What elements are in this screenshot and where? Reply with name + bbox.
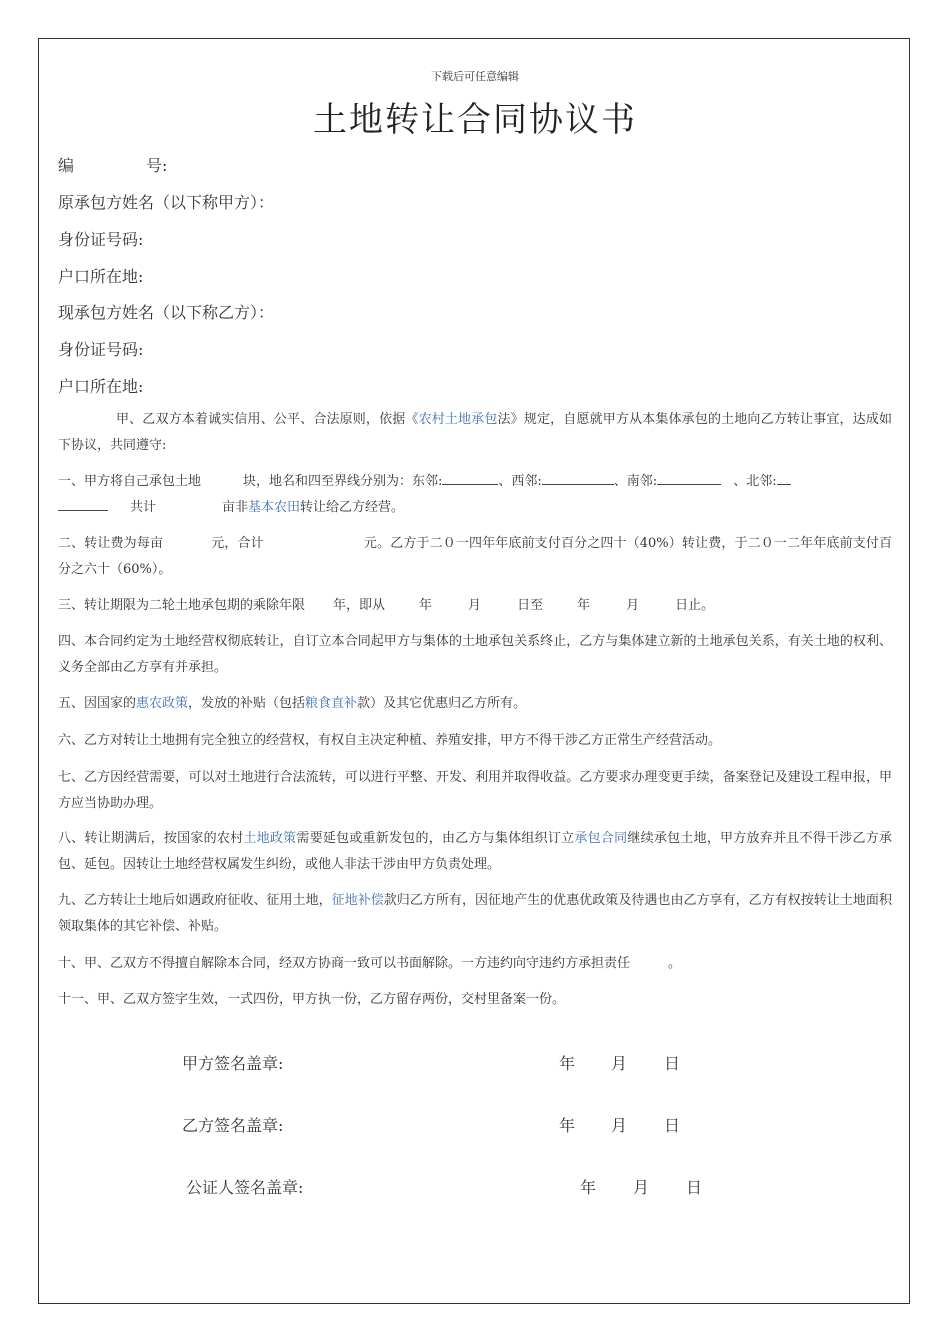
party-b-day: 日 bbox=[664, 1116, 681, 1135]
field-number-label-a: 编 bbox=[58, 156, 75, 175]
clause-2-text-b: 元，合计 bbox=[211, 536, 264, 551]
notary-signature-label: 公证人签名盖章: bbox=[186, 1178, 304, 1197]
field-cur-name: 现承包方姓名（以下称乙方）： bbox=[58, 303, 275, 322]
field-cur-id: 身份证号码: bbox=[58, 340, 144, 359]
clause-10-text-b: 。 bbox=[668, 956, 682, 971]
west-blank bbox=[542, 470, 614, 485]
land-compensation-link[interactable]: 征地补偿 bbox=[331, 893, 384, 908]
rural-land-contract-law-link[interactable]: 农村土地承包 bbox=[418, 412, 498, 427]
clause-10-text-a: 十、甲、乙双方不得擅自解除本合同，经双方协商一致可以书面解除。一方违约向守违约方承担责任 bbox=[58, 956, 631, 971]
clause-1-text-b: 块，地名和四至界线分别为：东邻: bbox=[243, 474, 443, 489]
party-a-year: 年 bbox=[559, 1054, 576, 1073]
field-orig-id: 身份证号码: bbox=[58, 230, 144, 249]
party-b-month: 月 bbox=[611, 1116, 628, 1135]
south-blank bbox=[657, 470, 721, 485]
field-number bbox=[58, 153, 167, 176]
clause-3-text-f: 年 bbox=[577, 598, 591, 613]
clause-2 bbox=[58, 531, 892, 583]
field-number-label-b: 号: bbox=[146, 156, 168, 175]
clause-11: 十一、甲、乙双方签字生效，一式四份，甲方执一份，乙方留存两份，交村里备案一份。 bbox=[58, 992, 566, 1007]
clause-2-text-c: 元。乙方于二０一四年年底前支付百分之四十（40%）转让费，于二０一二年年底前支付百分之六十（60%）。 bbox=[58, 536, 892, 577]
clause-3-text-g: 月 bbox=[626, 598, 640, 613]
clause-9 bbox=[58, 888, 892, 940]
clause-1-text-g: 亩非 bbox=[222, 500, 249, 515]
clause-3-text-a: 三、转让期限为二轮土地承包期的乘除年限 bbox=[58, 598, 306, 613]
notary-year: 年 bbox=[580, 1178, 597, 1197]
clause-2-text-a: 二、转让费为每亩 bbox=[58, 536, 164, 551]
field-cur-hukou: 户口所在地: bbox=[58, 377, 144, 396]
north-blank-a bbox=[777, 470, 791, 485]
clause-5-text-a: 五、因国家的 bbox=[58, 696, 137, 711]
clause-3-text-c: 年 bbox=[419, 598, 433, 613]
clause-4: 四、本合同约定为土地经营权彻底转让，自订立本合同起甲方与集体的土地承包关系终止，乙方与集体建立新的土地承包关系，有关土地的权利、义务全部由乙方享有并承担。 bbox=[58, 634, 892, 675]
intro-text-b: 法》规定，自愿就甲方从本集体承包的土地向乙方转让事宜，达成如下协议，共同遵守: bbox=[58, 412, 892, 453]
clause-8-text-a: 八、转让期满后，按国家的农村 bbox=[58, 831, 244, 846]
clause-1-text-a: 一、甲方将自己承包土地 bbox=[58, 474, 202, 489]
clause-9-text-a: 九、乙方转让土地后如遇政府征收、征用土地， bbox=[58, 893, 332, 908]
page-title: 土地转让合同协议书 bbox=[313, 100, 637, 140]
notary-month: 月 bbox=[633, 1178, 650, 1197]
contract-link[interactable]: 承包合同 bbox=[574, 831, 628, 846]
north-blank-b bbox=[58, 496, 108, 511]
party-a-day: 日 bbox=[664, 1054, 681, 1073]
clause-8-text-c: 继续承包土地，甲方放弃并且不得干涉乙方承包、延包。因转让土地经营权属发生纠纷，或他人非法干涉由甲方负责处理。 bbox=[58, 831, 892, 872]
clause-1-text-e: 、北邻: bbox=[733, 474, 777, 489]
party-a-month: 月 bbox=[611, 1054, 628, 1073]
clause-1-text-d: 、南邻: bbox=[613, 474, 658, 489]
basic-farmland-link[interactable]: 基本农田 bbox=[248, 500, 301, 515]
clause-1 bbox=[58, 469, 892, 521]
party-a-signature-label: 甲方签名盖章: bbox=[182, 1054, 284, 1073]
clause-3-text-b: 年，即从 bbox=[333, 598, 386, 613]
clause-3-text-e: 日至 bbox=[517, 598, 544, 613]
farm-policy-link[interactable]: 惠农政策 bbox=[136, 696, 189, 711]
field-orig-name: 原承包方姓名（以下称甲方）： bbox=[58, 193, 275, 212]
clause-1-text-h: 转让给乙方经营。 bbox=[300, 500, 405, 515]
party-b-signature-label: 乙方签名盖章: bbox=[182, 1116, 284, 1135]
east-blank bbox=[442, 470, 498, 485]
land-policy-link[interactable]: 土地政策 bbox=[243, 831, 297, 846]
clause-6: 六、乙方对转让土地拥有完全独立的经营权，有权自主决定种植、养殖安排，甲方不得干涉乙方正常生产经营活动。 bbox=[58, 733, 722, 748]
clause-5 bbox=[58, 691, 892, 717]
clause-5-text-c: 款）及其它优惠归乙方所有。 bbox=[357, 696, 527, 711]
clause-5-text-b: ，发放的补贴（包括 bbox=[188, 696, 306, 711]
field-orig-hukou: 户口所在地: bbox=[58, 267, 144, 286]
clause-3-text-d: 月 bbox=[468, 598, 482, 613]
clause-10 bbox=[58, 951, 892, 977]
clause-8-text-b: 需要延包或重新发包的，由乙方与集体组织订立 bbox=[296, 831, 575, 846]
grain-subsidy-link[interactable]: 粮食直补 bbox=[305, 696, 358, 711]
clause-8 bbox=[58, 826, 892, 878]
download-note: 下载后可任意编辑 bbox=[431, 70, 519, 83]
clause-3 bbox=[58, 593, 892, 619]
clause-3-text-h: 日止。 bbox=[675, 598, 715, 613]
clause-7: 七、乙方因经营需要，可以对土地进行合法流转，可以进行平整、开发、利用并取得收益。乙方要求办理变更手续，备案登记及建设工程申报，甲方应当协助办理。 bbox=[58, 770, 892, 811]
intro-text-a: 甲、乙双方本着诚实信用、公平、合法原则，依据《 bbox=[116, 412, 419, 427]
notary-day: 日 bbox=[686, 1178, 703, 1197]
party-b-year: 年 bbox=[559, 1116, 576, 1135]
clause-1-text-f: 共计 bbox=[130, 500, 157, 515]
intro-paragraph bbox=[58, 407, 892, 459]
clause-1-text-c: 、西邻: bbox=[498, 474, 542, 489]
clause-9-text-b: 款归乙方所有，因征地产生的优惠优政策及待遇也由乙方享有，乙方有权按转让土地面积领取集体的其它补偿、补贴。 bbox=[58, 893, 892, 934]
